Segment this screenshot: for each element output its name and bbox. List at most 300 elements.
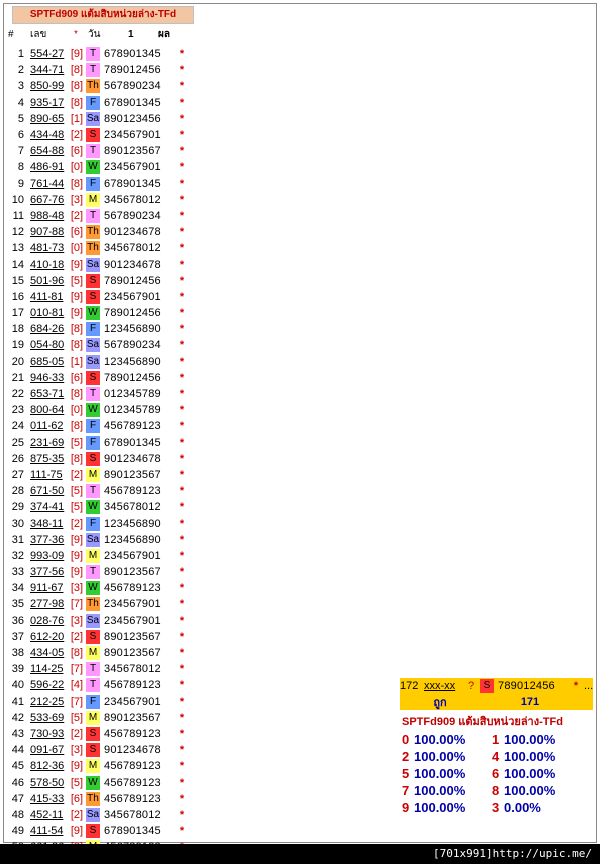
table-row	[6, 256, 190, 272]
row-code: 231-69	[30, 436, 65, 449]
row-number: 30	[11, 517, 24, 530]
row-number: 12	[11, 226, 24, 239]
summary-value: 0.00%	[504, 800, 541, 815]
row-asterisk: *	[179, 792, 185, 805]
row-code: 434-05	[30, 647, 65, 660]
row-asterisk: *	[179, 80, 185, 93]
row-code: 730-93	[30, 727, 65, 740]
table-row	[6, 418, 190, 434]
row-bracket: [7]	[70, 663, 84, 676]
row-sequence: 234567901	[104, 161, 161, 174]
row-number: 28	[11, 485, 24, 498]
row-day-badge: T	[86, 209, 100, 223]
row-bracket: [3]	[70, 193, 84, 206]
summary-value: 100.00%	[414, 732, 466, 747]
row-bracket: [2]	[70, 727, 84, 740]
summary-row	[402, 749, 592, 766]
row-bracket: [9]	[70, 290, 84, 303]
table-row	[6, 208, 190, 224]
row-number: 44	[11, 744, 24, 757]
row-asterisk: *	[179, 290, 185, 303]
table-row	[6, 386, 190, 402]
row-number: 9	[17, 177, 24, 190]
row-day-badge: T	[86, 47, 100, 61]
row-code: 935-17	[30, 96, 65, 109]
row-bracket: [2]	[70, 808, 84, 821]
row-asterisk: *	[179, 760, 185, 773]
row-day-badge: Th	[87, 242, 99, 254]
row-number: 43	[11, 727, 24, 740]
row-code: 348-11	[30, 517, 64, 530]
row-asterisk: *	[179, 452, 185, 465]
row-sequence: 456789123	[104, 679, 161, 692]
table-row	[6, 758, 190, 774]
table-row	[6, 774, 190, 790]
row-sequence: 123456890	[104, 517, 161, 530]
row-bracket: [8]	[70, 64, 84, 77]
table-row	[6, 791, 190, 807]
summary-key: 7	[402, 783, 410, 798]
table-row	[6, 321, 190, 337]
row-code: 653-71	[30, 388, 65, 401]
row-asterisk: *	[179, 468, 185, 481]
row-asterisk: *	[179, 647, 185, 660]
row-sequence: 567890234	[104, 80, 161, 93]
row-sequence: 234567901	[104, 598, 161, 611]
row-day-badge: M	[86, 549, 100, 563]
pending-row	[400, 678, 593, 694]
row-code: 434-48	[30, 129, 65, 142]
table-row	[6, 192, 190, 208]
row-asterisk: *	[179, 744, 185, 757]
row-number: 38	[11, 647, 24, 660]
row-number: 6	[17, 129, 24, 142]
row-number: 48	[11, 808, 24, 821]
row-code: 411-81	[30, 290, 64, 303]
row-bracket: [3]	[70, 614, 84, 627]
row-asterisk: *	[179, 112, 185, 125]
row-number: 172	[400, 680, 419, 693]
row-bracket: [9]	[70, 825, 84, 838]
row-bracket: [6]	[70, 371, 84, 384]
row-number: 18	[11, 323, 24, 336]
header-star: *	[74, 28, 78, 40]
row-day-badge: M	[86, 711, 100, 725]
row-asterisk: *	[179, 161, 185, 174]
row-code: 850-99	[30, 80, 65, 93]
stats-count: 171	[520, 696, 540, 709]
row-bracket: [9]	[70, 566, 84, 579]
row-code: 452-11	[30, 808, 64, 821]
row-bracket: [3]	[70, 744, 84, 757]
row-number: 27	[11, 468, 24, 481]
row-number: 13	[11, 242, 24, 255]
row-sequence: 456789123	[104, 760, 161, 773]
row-sequence: 901234678	[104, 226, 161, 239]
row-day-badge: Sa	[86, 808, 100, 820]
row-asterisk: *	[179, 598, 185, 611]
row-number: 37	[11, 630, 24, 643]
row-asterisk: *	[179, 776, 185, 789]
row-day-badge: W	[86, 500, 100, 514]
row-number: 42	[11, 711, 24, 724]
row-day-badge: F	[86, 517, 100, 531]
row-tail: ...	[584, 680, 594, 693]
row-sequence: 012345789	[104, 388, 161, 401]
row-code: 875-35	[30, 452, 65, 465]
row-day-badge: F	[86, 322, 100, 336]
row-asterisk: *	[179, 582, 185, 595]
row-code: 481-73	[30, 242, 65, 255]
row-code: 761-44	[30, 177, 65, 190]
row-code: 911-67	[30, 582, 64, 595]
table-row	[6, 143, 190, 159]
header-one: 1	[128, 28, 134, 40]
row-sequence: 234567901	[104, 129, 161, 142]
row-asterisk: *	[179, 48, 185, 61]
row-bracket: [7]	[70, 695, 84, 708]
row-code: 374-41	[30, 501, 65, 514]
row-bracket: [8]	[70, 388, 84, 401]
row-asterisk: *	[179, 533, 185, 546]
row-bracket: [9]	[70, 307, 84, 320]
row-sequence: 789012456	[104, 307, 161, 320]
table-row	[6, 337, 190, 353]
row-code: 684-26	[30, 323, 65, 336]
row-asterisk: *	[179, 339, 185, 352]
table-row	[6, 224, 190, 240]
row-code: 411-54	[30, 825, 64, 838]
row-sequence: 901234678	[104, 452, 161, 465]
table-row	[6, 515, 190, 531]
row-day-badge: S	[86, 371, 100, 385]
row-day-badge: S	[86, 727, 100, 741]
row-number: 41	[11, 695, 24, 708]
row-number: 33	[11, 566, 24, 579]
row-day-badge: S	[86, 452, 100, 466]
row-bracket: [8]	[70, 420, 84, 433]
column-1	[6, 46, 190, 855]
row-bracket: [2]	[70, 468, 84, 481]
table-row	[6, 596, 190, 612]
row-asterisk: *	[179, 323, 185, 336]
row-day-badge: Th	[87, 792, 99, 804]
table-header	[8, 26, 194, 42]
table-row	[6, 370, 190, 386]
row-sequence: 789012456	[498, 680, 555, 693]
row-code: 578-50	[30, 776, 65, 789]
row-code: 028-76	[30, 614, 65, 627]
row-bracket: [2]	[70, 209, 84, 222]
row-sequence: 678901345	[104, 825, 161, 838]
row-code: 554-27	[30, 48, 65, 61]
row-bracket: [8]	[70, 177, 84, 190]
row-code: 486-91	[30, 161, 65, 174]
stats-label: ถูก	[433, 697, 447, 710]
row-sequence: 456789123	[104, 420, 161, 433]
table-row	[6, 354, 190, 370]
table-row	[6, 823, 190, 839]
row-sequence: 890123567	[104, 566, 161, 579]
row-day-badge: M	[86, 193, 100, 207]
table-row	[6, 483, 190, 499]
table-row	[6, 176, 190, 192]
row-asterisk: *	[179, 630, 185, 643]
row-day-badge: Sa	[86, 614, 100, 626]
table-row	[6, 127, 190, 143]
summary-key: 4	[492, 749, 500, 764]
row-sequence: 345678012	[104, 663, 161, 676]
row-sequence: 345678012	[104, 501, 161, 514]
row-number: 16	[11, 290, 24, 303]
row-day-badge: F	[86, 419, 100, 433]
row-bracket: [2]	[70, 517, 84, 530]
summary-row	[402, 783, 592, 800]
row-sequence: 234567901	[104, 290, 161, 303]
table-row	[6, 78, 190, 94]
row-day-badge: W	[86, 581, 100, 595]
row-day-badge: S	[86, 743, 100, 757]
row-asterisk: *	[179, 258, 185, 271]
summary-value: 100.00%	[504, 783, 556, 798]
row-number: 8	[17, 161, 24, 174]
row-sequence: 012345789	[104, 404, 161, 417]
row-code: 344-71	[30, 64, 65, 77]
row-day-badge: T	[86, 144, 100, 158]
row-bracket: [6]	[70, 145, 84, 158]
row-number: 15	[11, 274, 24, 287]
row-day-badge: W	[86, 403, 100, 417]
row-code: 993-09	[30, 549, 65, 562]
row-asterisk: *	[179, 485, 185, 498]
row-sequence: 456789123	[104, 776, 161, 789]
row-number: 21	[11, 371, 24, 384]
row-code: 800-64	[30, 404, 65, 417]
row-day-badge: F	[86, 177, 100, 191]
row-number: 3	[17, 80, 24, 93]
row-day-badge: T	[86, 387, 100, 401]
row-asterisk: *	[179, 226, 185, 239]
table-row	[6, 289, 190, 305]
row-asterisk: *	[179, 388, 185, 401]
row-day-badge: Th	[87, 80, 99, 92]
row-bracket: [5]	[70, 436, 84, 449]
row-bracket: [3]	[70, 582, 84, 595]
row-number: 49	[11, 825, 24, 838]
table-row	[6, 467, 190, 483]
summary-title: SPTFd909 แต้มสิบหน่วยล่าง-TFd	[402, 716, 563, 728]
row-bracket: [7]	[70, 598, 84, 611]
row-bracket: [5]	[70, 274, 84, 287]
row-asterisk: *	[179, 549, 185, 562]
table-row	[6, 742, 190, 758]
row-number: 31	[11, 533, 24, 546]
summary	[402, 712, 592, 817]
row-sequence: 234567901	[104, 549, 161, 562]
row-bracket: ?	[467, 680, 475, 693]
row-sequence: 456789123	[104, 485, 161, 498]
row-asterisk: *	[179, 193, 185, 206]
row-sequence: 123456890	[104, 323, 161, 336]
row-bracket: [0]	[70, 161, 84, 174]
row-sequence: 345678012	[104, 808, 161, 821]
summary-value: 100.00%	[504, 749, 556, 764]
row-asterisk: *	[179, 695, 185, 708]
table-row	[6, 580, 190, 596]
row-asterisk: *	[179, 371, 185, 384]
row-sequence: 567890234	[104, 339, 161, 352]
row-code: 377-36	[30, 533, 65, 546]
row-number: 39	[11, 663, 24, 676]
row-number: 46	[11, 776, 24, 789]
row-code: 890-65	[30, 112, 65, 125]
row-bracket: [9]	[70, 48, 84, 61]
summary-key: 2	[402, 749, 410, 764]
row-code: 054-80	[30, 339, 65, 352]
row-day-badge: S	[86, 824, 100, 838]
summary-row	[402, 800, 592, 817]
row-code: 011-62	[30, 420, 64, 433]
row-bracket: [6]	[70, 792, 84, 805]
row-code: 111-75	[30, 468, 63, 481]
row-bracket: [8]	[70, 323, 84, 336]
row-sequence: 678901345	[104, 48, 161, 61]
table-row	[6, 645, 190, 661]
table-row	[6, 532, 190, 548]
row-sequence: 890123567	[104, 468, 161, 481]
row-sequence: 901234678	[104, 258, 161, 271]
summary-key: 9	[402, 800, 410, 815]
summary-key: 6	[492, 766, 500, 781]
row-day-badge: T	[86, 565, 100, 579]
row-asterisk: *	[179, 274, 185, 287]
row-sequence: 678901345	[104, 436, 161, 449]
row-number: 4	[17, 96, 24, 109]
row-sequence: 456789123	[104, 582, 161, 595]
row-number: 24	[11, 420, 24, 433]
row-sequence: 123456890	[104, 355, 161, 368]
table-row	[6, 305, 190, 321]
row-day-badge: S	[86, 290, 100, 304]
table-row	[6, 435, 190, 451]
row-asterisk: *	[179, 436, 185, 449]
row-asterisk: *	[179, 404, 185, 417]
table-row	[6, 677, 190, 693]
row-bracket: [8]	[70, 647, 84, 660]
row-code: 988-48	[30, 209, 65, 222]
row-code: xxx-xx	[424, 680, 456, 693]
row-day-badge: M	[86, 468, 100, 482]
row-code: 501-96	[30, 274, 65, 287]
row-number: 1	[17, 48, 24, 61]
row-code: 010-81	[30, 307, 65, 320]
row-number: 20	[11, 355, 24, 368]
row-asterisk: *	[179, 177, 185, 190]
row-code: 946-33	[30, 371, 65, 384]
row-asterisk: *	[179, 209, 185, 222]
row-bracket: [8]	[70, 96, 84, 109]
row-code: 091-67	[30, 744, 65, 757]
row-sequence: 789012456	[104, 371, 161, 384]
row-sequence: 456789123	[104, 792, 161, 805]
row-asterisk: *	[179, 307, 185, 320]
row-bracket: [8]	[70, 339, 84, 352]
table-row	[6, 240, 190, 256]
row-number: 36	[11, 614, 24, 627]
table-row	[6, 402, 190, 418]
row-number: 10	[11, 193, 24, 206]
row-day-badge: W	[86, 160, 100, 174]
row-asterisk: *	[179, 825, 185, 838]
row-day-badge: Th	[87, 598, 99, 610]
row-number: 45	[11, 760, 24, 773]
summary-value: 100.00%	[414, 783, 466, 798]
row-day-badge: Sa	[86, 258, 100, 270]
row-bracket: [9]	[70, 258, 84, 271]
row-asterisk: *	[179, 145, 185, 158]
row-code: 377-56	[30, 566, 65, 579]
row-code: 410-18	[30, 258, 65, 271]
stats-row	[400, 694, 593, 710]
row-day-badge: T	[86, 484, 100, 498]
row-sequence: 345678012	[104, 242, 161, 255]
table-row	[6, 661, 190, 677]
row-bracket: [5]	[70, 501, 84, 514]
row-asterisk: *	[179, 242, 185, 255]
row-sequence: 789012456	[104, 64, 161, 77]
column-3	[400, 10, 593, 710]
row-sequence: 890123567	[104, 647, 161, 660]
row-bracket: [8]	[70, 452, 84, 465]
table-row	[6, 710, 190, 726]
row-asterisk: *	[179, 420, 185, 433]
page-title: SPTFd909 แต้มสิบหน่วยล่าง-TFd	[12, 6, 194, 24]
row-day-badge: T	[86, 63, 100, 77]
row-number: 2	[17, 64, 24, 77]
row-asterisk: *	[179, 501, 185, 514]
row-number: 32	[11, 549, 24, 562]
table-row	[6, 273, 190, 289]
row-asterisk: *	[179, 614, 185, 627]
row-number: 7	[17, 145, 24, 158]
row-code: 415-33	[30, 792, 65, 805]
row-bracket: [4]	[70, 679, 84, 692]
row-sequence: 345678012	[104, 193, 161, 206]
row-asterisk: *	[179, 566, 185, 579]
table-row	[6, 46, 190, 62]
table-row	[6, 95, 190, 111]
row-day-badge: S	[480, 679, 494, 693]
table-row	[6, 613, 190, 629]
row-sequence: 234567901	[104, 695, 161, 708]
row-bracket: [8]	[70, 80, 84, 93]
row-day-badge: S	[86, 128, 100, 142]
table-row	[6, 548, 190, 564]
table-row	[6, 807, 190, 823]
summary-row	[402, 732, 592, 749]
row-number: 14	[11, 258, 24, 271]
row-day-badge: Sa	[86, 339, 100, 351]
row-day-badge: Sa	[86, 112, 100, 124]
row-sequence: 678901345	[104, 177, 161, 190]
row-asterisk: *	[179, 96, 185, 109]
footer: [701x991]http://upic.me/	[0, 844, 600, 864]
row-number: 35	[11, 598, 24, 611]
row-day-badge: Sa	[86, 355, 100, 367]
row-bracket: [9]	[70, 549, 84, 562]
row-asterisk: *	[179, 129, 185, 142]
row-day-badge: T	[86, 662, 100, 676]
